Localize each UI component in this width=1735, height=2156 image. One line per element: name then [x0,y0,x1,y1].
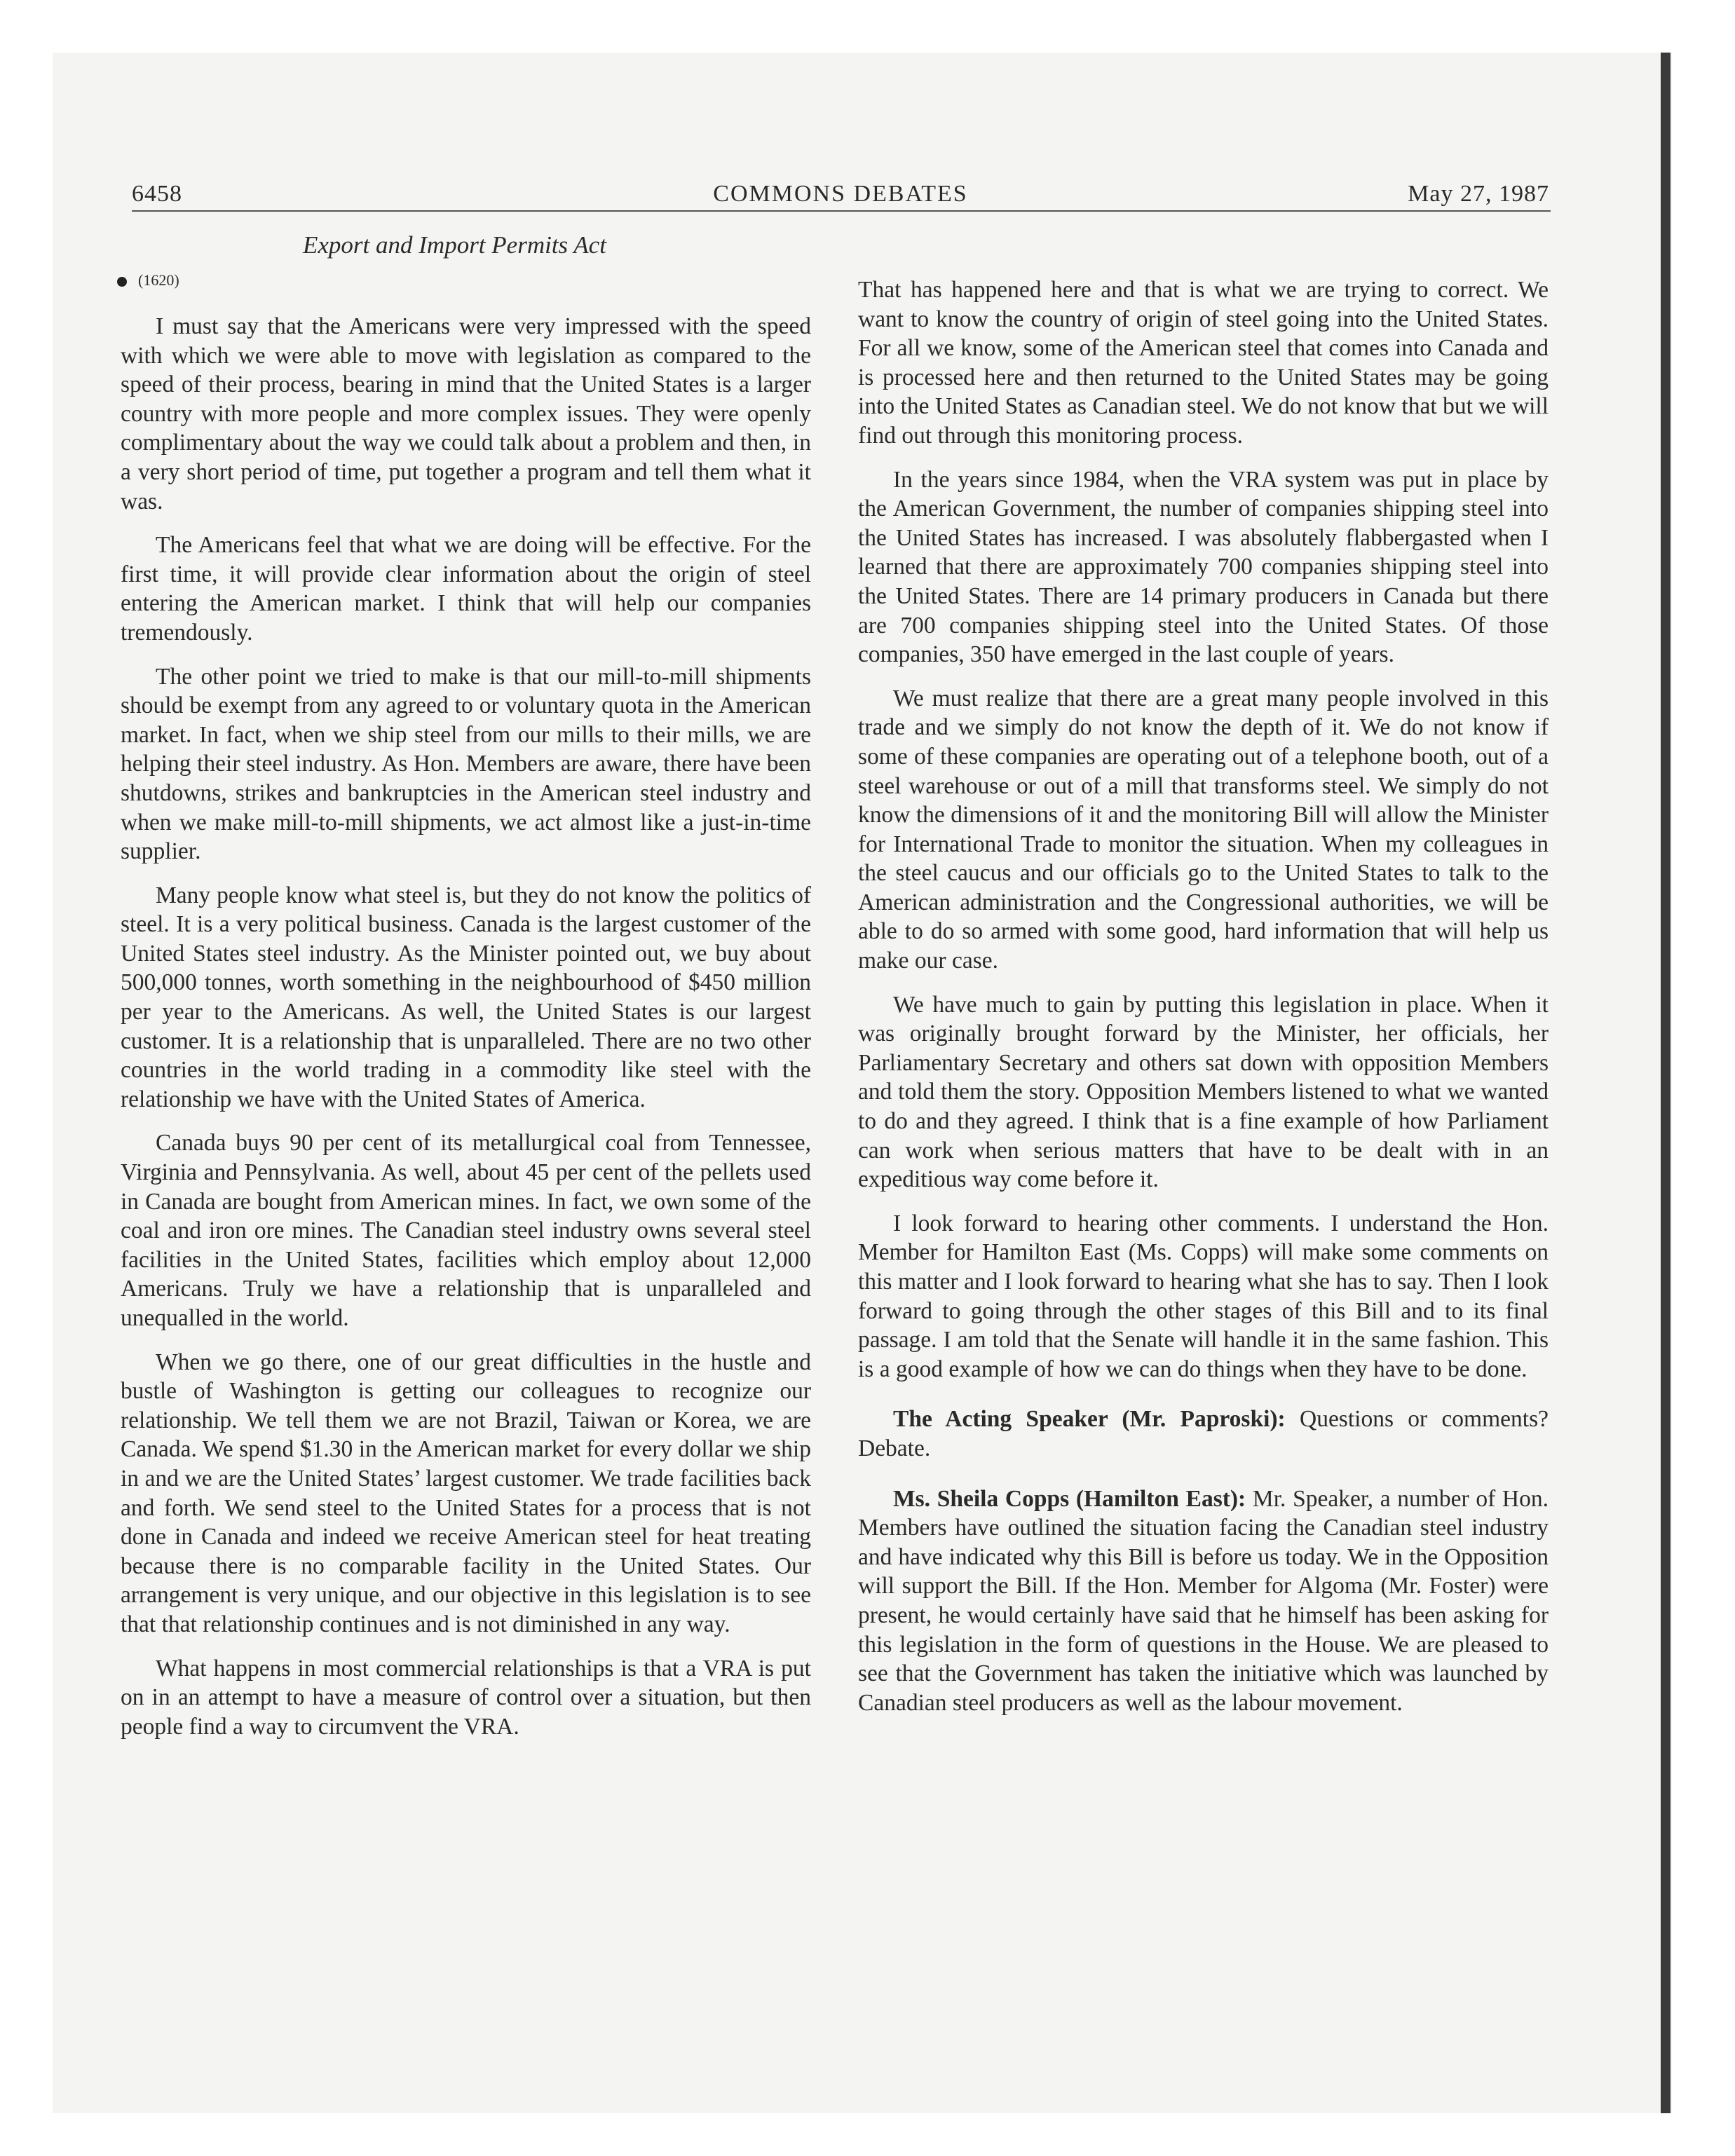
paragraph: I look forward to hearing other comments. I understand the Hon. Member for Hamilton East (Ms. Copps) will make some comments on this matter and I look forward to hearing what she has to say. Then I look forward to going through the other stages of this Bill and to its final passage. I am told that the Senate will handle it in the same fashion. This is a good example of how we can do things when they have to be done. [858,1210,1549,1382]
speaker-text: Questions or comments? Debate. [858,1406,1549,1461]
publication-date: May 27, 1987 [1408,181,1549,207]
speaker-name: The Acting Speaker (Mr. Paproski): [893,1406,1286,1433]
scan-edge-bar [1661,53,1671,2113]
page-header [132,181,1549,213]
paragraph: Many people know what steel is, but they do not know the politics of steel. It is a very political business. Canada is the largest customer of the United States steel industry. As the Minister pointed out, we buy about 500,000 tonnes, worth something in the neighbourhood of $450 million per year to the Americans. As well, the United States is our largest customer. It is a relationship that is unparalleled. There are no two other countries in the world trading in a commodity like steel with the relationship we have with the United States of America. [121,882,811,1112]
paragraph: When we go there, one of our great difficulties in the hustle and bustle of Washington is getting our colleagues to recognize our relationship. We tell them we are not Brazil, Taiwan or Korea, we are Canada. We spend $1.30 in the American market for every dollar we ship in and we are the United States’ largest customer. We trade facilities back and forth. We send steel to the United States for a process that is not done in Canada and indeed we receive American steel for heat treating because there is no comparable facility in the United States. Our arrangement is very unique, and our objective in this legislation is to see that that relationship continues and is not diminished in any way. [121,1349,811,1637]
paragraph: The other point we tried to make is that our mill-to-mill shipments should be exempt from any agreed to or voluntary quota in the American market. In fact, when we ship steel from our mills to their mills, we are helping their steel industry. As Hon. Members are aware, there have been shutdowns, strikes and bankruptcies in the American steel industry and when we make mill-to-mill shipments, we act almost like a just-in-time supplier. [121,663,811,865]
publication-title: COMMONS DEBATES [713,181,968,207]
paragraph: I must say that the Americans were very impressed with the speed with which we were able to move with legislation as compared to the speed of their process, bearing in mind that the United States is a larger country with more people and more complex issues. They were openly complimentary about the way we could talk about a problem and then, in a very short period of time, put together a program and tell them what it was. [121,313,811,514]
page-number: 6458 [132,181,182,207]
paragraph: That has happened here and that is what we are trying to correct. We want to know the country of origin of steel going into the United States. For all we know, some of the American steel that comes into Canada and is processed here and then returned to the United States may be going into the United States as Canadian steel. We do not know that but we will find out through this monitoring process. [858,277,1549,449]
speaker-text: Mr. Speaker, a number of Hon. Members have outlined the situation facing the Canadian steel industry and have indicated why this Bill is before us today. We in the Opposition will support the Bill. If the Hon. Member for Algoma (Mr. Foster) were present, he would certainly have said that he himself has been asking for this legislation in the form of questions in the House. We are pleased to see that the Government has taken the initiative which was launched by Canadian steel producers as well as the labour movement. [858,1485,1549,1716]
right-column [858,275,1549,1732]
speaker-paragraph [858,1405,1549,1463]
header-rule [132,210,1551,212]
bullet-icon [117,277,127,287]
timestamp-marker [117,271,179,289]
paragraph: The Americans feel that what we are doing will be effective. For the first time, it will provide clear information about the origin of steel entering the American market. I think that will help our companies tremendously. [121,532,811,646]
timestamp-text: (1620) [138,271,179,289]
paragraph: We must realize that there are a great many people involved in this trade and we simply do not know the depth of it. We do not know if some of these companies are operating out of a telephone booth, out of a steel warehouse or out of a mill that transforms steel. We simply do not know the dimensions of it and the monitoring Bill will allow the Minister for International Trade to monitor the situation. When my colleagues in the steel caucus and our officials go to the United States to talk to the American administration and the Congressional authorities, we will be able to do so armed with some good, hard information that will help us make our case. [858,685,1549,974]
speaker-paragraph [858,1485,1549,1718]
speaker-name: Ms. Sheila Copps (Hamilton East): [893,1485,1246,1512]
running-title: Export and Import Permits Act [303,231,606,259]
paragraph: We have much to gain by putting this legislation in place. When it was originally brought forward by the Minister, her officials, her Parliamentary Secretary and others sat down with opposition Members and told them the story. Opposition Members listened to what we wanted to do and they agreed. I think that is a fine example of how Parliament can work when serious matters that have to be dealt with in an expeditious way come before it. [858,991,1549,1193]
paragraph: In the years since 1984, when the VRA system was put in place by the American Government, the number of companies shipping steel into the United States has increased. I was absolutely flabbergasted when I learned that there are approximately 700 companies shipping steel into the United States. There are 14 primary producers in Canada but there are 700 companies shipping steel into the United States. Of those companies, 350 have emerged in the last couple of years. [858,466,1549,668]
left-column [121,312,811,1756]
paragraph: Canada buys 90 per cent of its metallurgical coal from Tennessee, Virginia and Pennsylvania. As well, about 45 per cent of the pellets used in Canada are bought from American mines. In fact, we own some of the coal and iron ore mines. The Canadian steel industry owns several steel facilities in the United States, facilities which employ about 12,000 Americans. Truly we have a relationship that is unparalleled and unequalled in the world. [121,1130,811,1331]
paragraph: What happens in most commercial relationships is that a VRA is put on in an attempt to have a measure of control over a situation, but then people find a way to circumvent the VRA. [121,1655,811,1740]
